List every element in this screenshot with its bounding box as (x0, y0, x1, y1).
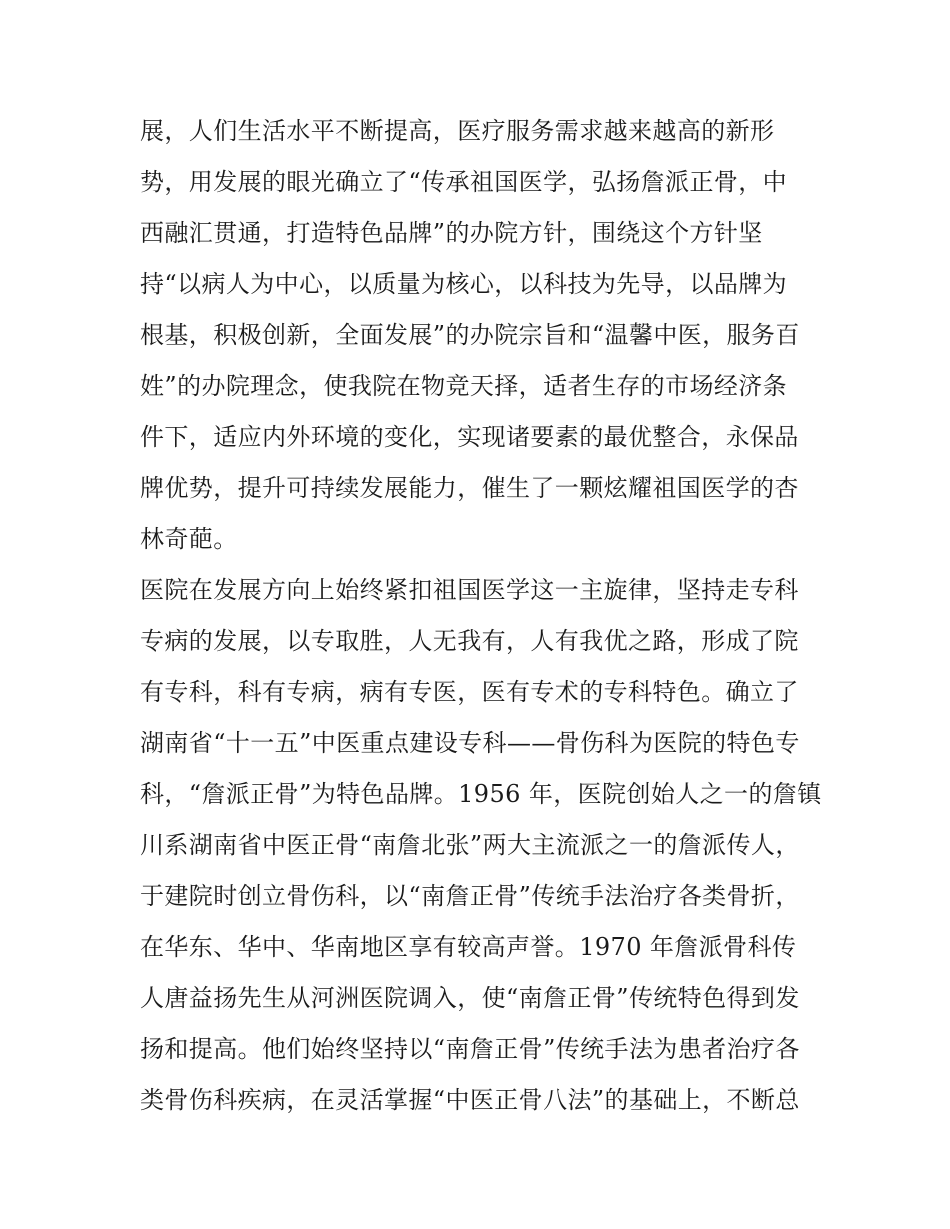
text-line: 类骨伤科疾病，在灵活掌握“中医正骨八法”的基础上，不断总 (140, 1086, 800, 1114)
text-line: 有专科，科有专病，病有专医，医有专术的专科特色。确立了 (140, 678, 799, 706)
paragraph (140, 106, 820, 565)
text-line: 在华东、华中、华南地区享有较高声誉。1970 年詹派骨科传 (140, 933, 797, 961)
text-line: 根基，积极创新，全面发展”的办院宗旨和“温馨中医，服务百 (140, 321, 800, 349)
text-line: 持“以病人为中心，以质量为核心，以科技为先导，以品牌为 (140, 270, 788, 298)
text-line: 专病的发展，以专取胜，人无我有，人有我优之路，形成了院 (140, 627, 799, 655)
text-line: 于建院时创立骨伤科，以“南詹正骨”传统手法治疗各类骨折， (140, 882, 800, 910)
text-line: 林奇葩。 (140, 525, 238, 553)
text-line: 牌优势，提升可持续发展能力，催生了一颗炫耀祖国医学的杏 (140, 474, 799, 502)
text-line: 川系湖南省中医正骨“南詹北张”两大主流派之一的詹派传人， (140, 831, 800, 859)
text-line: 姓”的办院理念，使我院在物竞天择，适者生存的市场经济条 (140, 372, 788, 400)
text-line: 人唐益扬先生从河洲医院调入，使“南詹正骨”传统特色得到发 (140, 984, 800, 1012)
text-line: 医院在发展方向上始终紧扣祖国医学这一主旋律，坚持走专科 (140, 576, 799, 604)
text-line: 湖南省“十一五”中医重点建设专科——骨伤科为医院的特色专 (140, 729, 800, 757)
text-line: 势，用发展的眼光确立了“传承祖国医学，弘扬詹派正骨，中 (140, 168, 788, 196)
text-line: 展，人们生活水平不断提高，医疗服务需求越来越高的新形 (140, 117, 775, 145)
text-line: 西融汇贯通，打造特色品牌”的办院方针，围绕这个方针坚 (140, 219, 763, 247)
text-line: 科，“詹派正骨”为特色品牌。1956 年，医院创始人之一的詹镇 (140, 780, 822, 808)
text-line: 扬和提高。他们始终坚持以“南詹正骨”传统手法为患者治疗各 (140, 1035, 800, 1063)
text-line: 件下，适应内外环境的变化，实现诸要素的最优整合，永保品 (140, 423, 799, 451)
paragraph (140, 565, 820, 1126)
body-text (140, 106, 820, 1126)
